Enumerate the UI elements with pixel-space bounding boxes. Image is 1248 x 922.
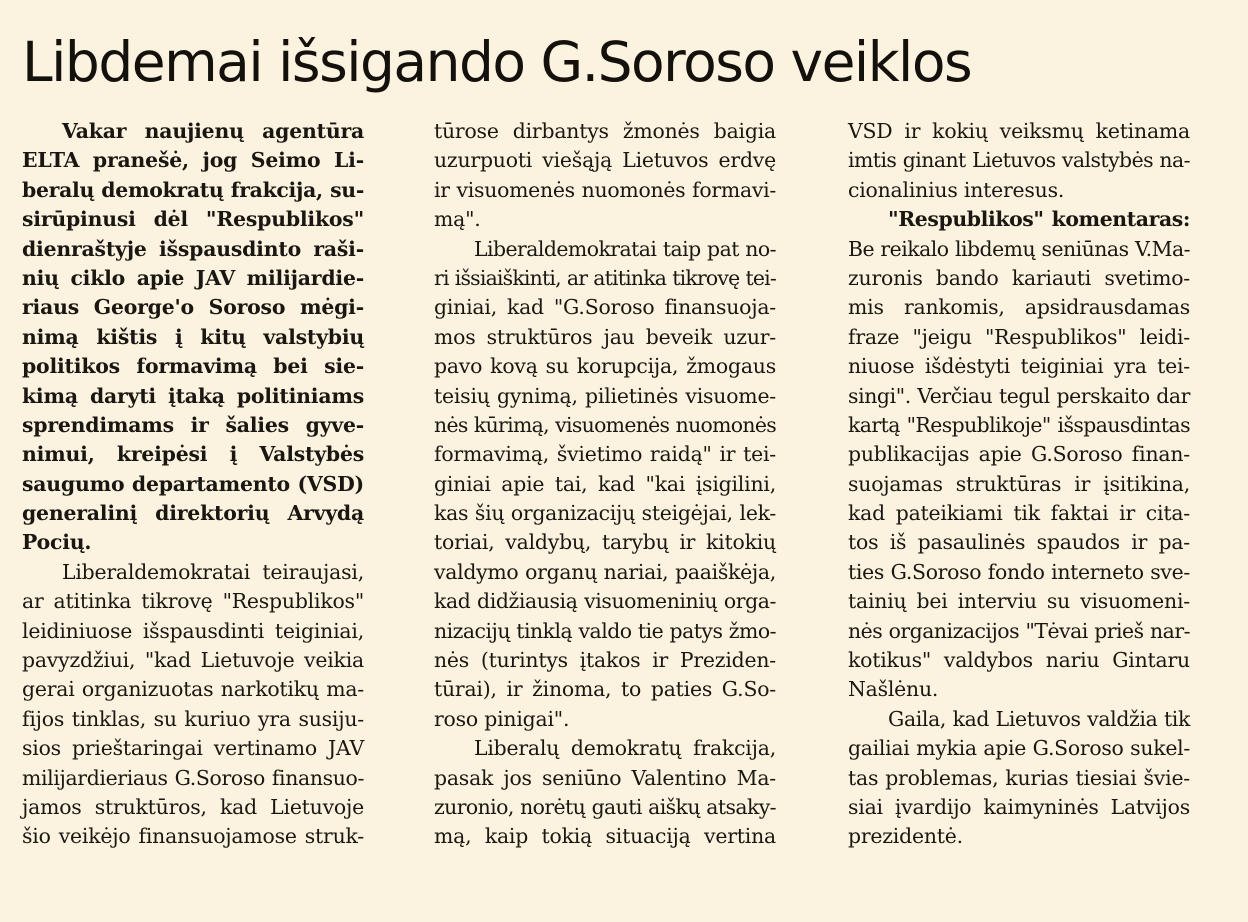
article-text-line: tūrai), ir žinoma, to paties G.So-	[434, 677, 776, 702]
article-text-line: nės kūrimą, visuomenės nuomonės	[434, 412, 776, 437]
article-text-line: Pocių.	[22, 530, 92, 555]
article-text-line: milijardieriaus G.Soroso finansuo-	[22, 765, 364, 790]
article-text-line: mos struktūros jau beveik uzur-	[434, 324, 776, 349]
article-text-line: valdymo organų nariai, paaiškėja,	[434, 559, 776, 584]
article-text-line: Be reikalo libdemų seniūnas V.Ma-	[848, 236, 1190, 261]
article-text-line: kad pateikiami tik faktai ir cita-	[848, 501, 1190, 526]
article-text-line: mis rankomis, apsidrausdamas	[848, 295, 1190, 320]
article-text-line: Gaila, kad Lietuvos valdžia tik	[888, 706, 1190, 731]
article-text-line: generalinį direktorių Arvydą	[22, 501, 364, 526]
article-text-line: šio veikėjo finansuojamose struk-	[22, 824, 364, 849]
article-text-line: roso pinigai".	[434, 706, 570, 731]
article-text-line: toriai, valdybų, tarybų ir kitokių	[434, 530, 776, 555]
article-text-line: fraze "jeigu "Respublikos" leidi-	[848, 324, 1190, 349]
article-text-line: zuronis bando kariauti svetimo-	[848, 265, 1190, 290]
article-text-line: sirūpinusi dėl "Respublikos"	[22, 207, 364, 232]
article-text-line: sios prieštaringai vertinamo JAV	[22, 736, 364, 761]
article-text-line: ar atitinka tikrovę "Respublikos"	[22, 589, 364, 614]
article-text-line: jamos struktūros, kad Lietuvoje	[22, 794, 364, 819]
article-text-line: saugumo departamento (VSD)	[22, 471, 364, 496]
article-text-line: zuronio, norėtų gauti aiškų atsaky-	[434, 794, 776, 819]
article-text-line: nimui, kreipėsi į Valstybės	[22, 442, 364, 467]
article-text-line: imtis ginant Lietuvos valstybės na-	[848, 148, 1190, 173]
article-text-line: mą".	[434, 207, 481, 232]
article-text-line: ir visuomenės nuomonės formavi-	[434, 177, 776, 202]
article-text-line: dienraštyje išspausdinto raši-	[22, 236, 364, 261]
article-text-line: kas šių organizacijų steigėjai, lek-	[434, 501, 776, 526]
article-text-line: uzurpuoti viešąją Lietuvos erdvę	[434, 148, 776, 173]
article-text-line: nių ciklo apie JAV milijardie-	[22, 265, 364, 290]
article-text-line: nės organizacijos "Tėvai prieš nar-	[848, 618, 1190, 643]
article-column-3	[848, 117, 1190, 852]
article-text-line: suojamas struktūras ir įsitikina,	[848, 471, 1190, 496]
article-text-line: leidiniuose išspausdinti teiginiai,	[22, 618, 364, 643]
article-text-line: kad didžiausią visuomeninių orga-	[434, 589, 776, 614]
article-text-line: politikos formavimą bei sie-	[22, 354, 364, 379]
article-text-line: gerai organizuotas narkotikų ma-	[22, 677, 364, 702]
article-column-2	[434, 117, 776, 852]
article-text-line: Liberaldemokratai taip pat no-	[474, 236, 776, 261]
article-text-line: publikacijas apie G.Soroso finan-	[848, 442, 1190, 467]
article-column-1	[22, 117, 364, 852]
article-text-line: pavyzdžiui, "kad Lietuvoje veikia	[22, 648, 364, 673]
article-headline: Libdemai išsigando G.Soroso veiklos	[22, 30, 972, 94]
article-text-line: formavimą, švietimo raidą" ir tei-	[434, 442, 776, 467]
article-text-line: nimą kištis į kitų valstybių	[22, 324, 364, 349]
article-text-line: ri išsiaiškinti, ar atitinka tikrovę tei-	[434, 265, 776, 290]
article-text-line: riaus George'o Soroso mėgi-	[22, 295, 364, 320]
article-text-line: teisių gynimą, pilietinės visuome-	[434, 383, 776, 408]
article-text-line: tos iš pasaulinės spaudos ir pa-	[848, 530, 1190, 555]
article-text-line: giniai, kad "G.Soroso finansuoja-	[434, 295, 776, 320]
article-text-line: ELTA pranešė, jog Seimo Li-	[22, 148, 364, 173]
article-text-line: nizacijų tinklą valdo tie patys žmo-	[434, 618, 776, 643]
article-text-line: mą, kaip tokią situaciją vertina	[434, 824, 776, 849]
article-text-line: Našlėnu.	[848, 677, 939, 702]
article-text-line: pasak jos seniūno Valentino Ma-	[434, 765, 776, 790]
article-text-line: "Respublikos" komentaras:	[888, 207, 1190, 232]
article-text-line: kimą daryti įtaką politiniams	[22, 383, 364, 408]
article-text-line: beralų demokratų frakcija, su-	[22, 177, 364, 202]
article-text-line: prezidentė.	[848, 824, 963, 849]
article-text-line: Liberaldemokratai teiraujasi,	[62, 559, 364, 584]
article-text-line: kotikus" valdybos nariu Gintaru	[848, 648, 1190, 673]
article-text-line: ties G.Soroso fondo interneto sve-	[848, 559, 1190, 584]
article-text-line: tainių bei interviu su visuomeni-	[848, 589, 1190, 614]
article-text-line: gailiai mykia apie G.Soroso sukel-	[848, 736, 1190, 761]
article-text-line: Liberalų demokratų frakcija,	[474, 736, 776, 761]
article-text-line: VSD ir kokių veiksmų ketinama	[848, 119, 1190, 143]
article-text-line: singi". Verčiau tegul perskaito dar	[848, 383, 1190, 408]
article-text-line: giniai apie tai, kad "kai įsigilini,	[434, 471, 776, 496]
article-text-line: fijos tinklas, su kuriuo yra susiju-	[22, 706, 364, 731]
article-text-line: Vakar naujienų agentūra	[62, 119, 364, 143]
article-text-line: cionalinius interesus.	[848, 177, 1065, 202]
article-text-line: pavo kovą su korupcija, žmogaus	[434, 354, 776, 379]
article-text-line: tūrose dirbantys žmonės baigia	[434, 119, 776, 143]
article-text-line: nės (turintys įtakos ir Preziden-	[434, 648, 776, 673]
article-text-line: siai įvardijo kaimyninės Latvijos	[848, 794, 1190, 819]
article-text-line: sprendimams ir šalies gyve-	[22, 412, 364, 437]
article-text-line: niuose išdėstyti teiginiai yra tei-	[848, 354, 1190, 379]
article-text-line: tas problemas, kurias tiesiai švie-	[848, 765, 1190, 790]
article-text-line: kartą "Respublikoje" išspausdintas	[848, 412, 1190, 437]
